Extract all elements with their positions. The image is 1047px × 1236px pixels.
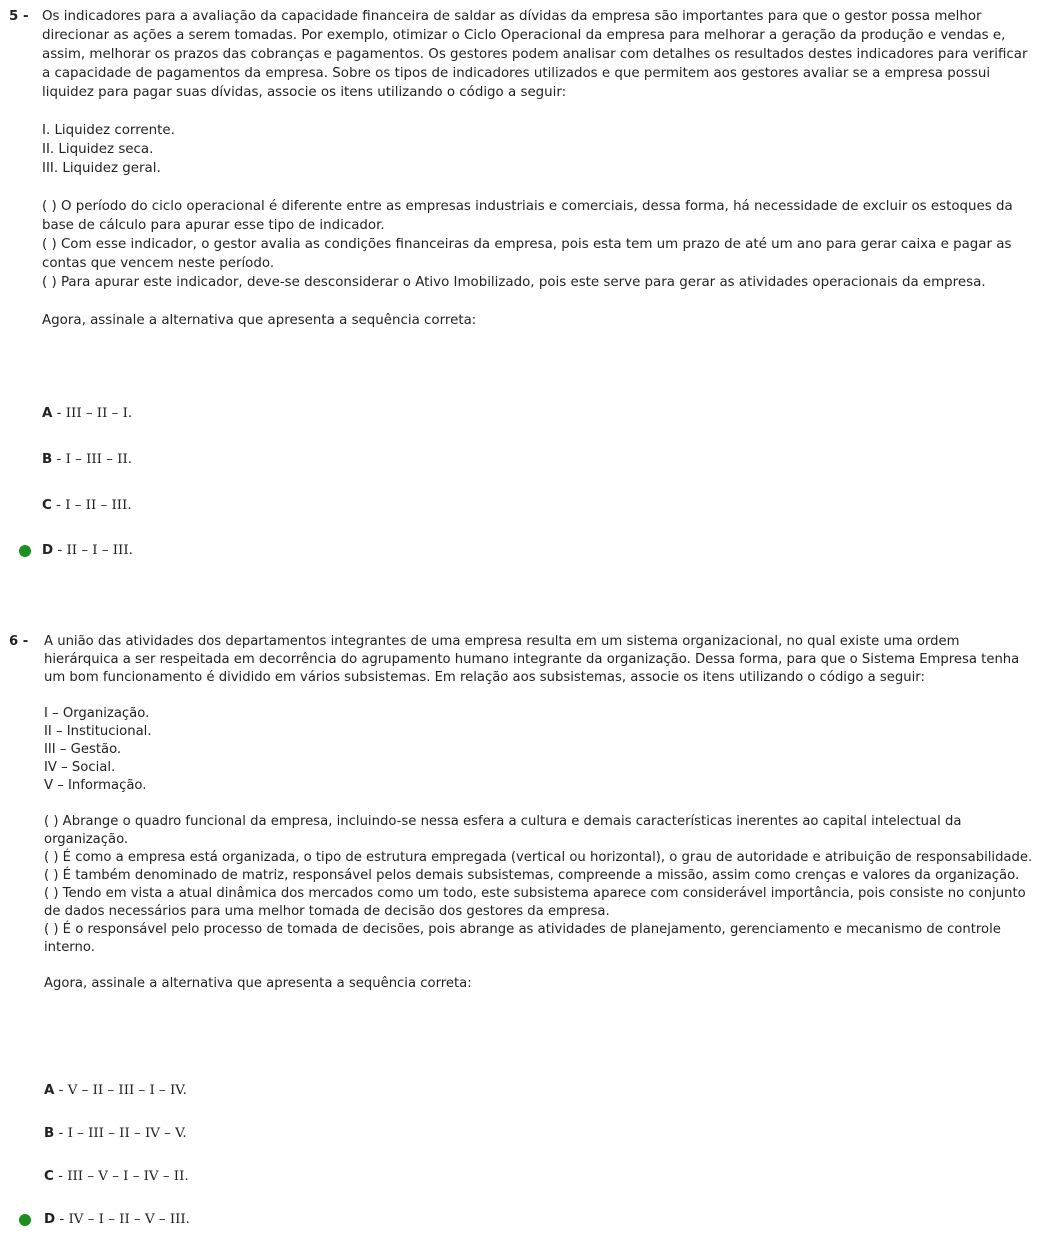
question-body	[44, 633, 1033, 993]
alternative-c[interactable]	[42, 496, 132, 516]
alternative-d[interactable]	[42, 541, 133, 561]
item: III – Gestão.	[44, 742, 122, 757]
statement-list	[44, 813, 1033, 957]
alternative-separator: -	[52, 406, 66, 421]
alternative-separator: -	[53, 1169, 68, 1184]
statement: ( ) Para apurar este indicador, deve-se desconsiderar o Ativo Imobilizado, pois este serve para gerar as atividades operacionais da empresa.	[42, 275, 986, 290]
alternative-letter: C	[44, 1169, 54, 1184]
alternative-letter: D	[44, 1212, 56, 1227]
statement: ( ) O período do ciclo operacional é diferente entre as empresas industriais e comerciais, dessa forma, há necessidade de excluir os estoques da base de cálculo para apurar esse tipo de indicador.	[42, 199, 1013, 233]
question-prompt: Agora, assinale a alternativa que apresenta a sequência correta:	[42, 313, 477, 328]
alternative-text: I – III – II – IV – V.	[67, 1126, 187, 1141]
item: III. Liquidez geral.	[42, 161, 161, 176]
alternative-text: IV – I – II – V – III.	[68, 1212, 190, 1227]
selected-answer-icon	[19, 545, 31, 557]
alternative-b[interactable]	[44, 1124, 187, 1144]
alternative-letter: D	[42, 543, 54, 558]
alternative-d[interactable]	[44, 1210, 190, 1230]
statement: ( ) É também denominado de matriz, responsável pelos demais subsistemas, compreende a missão, assim como crenças e valores da organização.	[44, 868, 1020, 883]
alternative-c[interactable]	[44, 1167, 189, 1187]
item: II. Liquidez seca.	[42, 142, 154, 157]
alternative-letter: C	[42, 498, 52, 513]
question-statement: A união das atividades dos departamentos integrantes de uma empresa resulta em um sistema organizacional, no qual existe uma ordem hierárquica a ser respeitada em decorrência do agrupamento humano integrante da organização. Dessa forma, para que o Sistema Empresa tenha um bom funcionamento é dividido em vários subsistemas. Em relação aos subsistemas, associe os itens utilizando o código a seguir:	[44, 634, 1020, 685]
statement: ( ) Com esse indicador, o gestor avalia as condições financeiras da empresa, pois esta tem um prazo de até um ano para gerar caixa e pagar as contas que vencem neste período.	[42, 237, 1012, 271]
alternative-a[interactable]	[44, 1081, 187, 1101]
alternative-letter: A	[42, 406, 53, 421]
statement: ( ) É como a empresa está organizada, o tipo de estrutura empregada (vertical ou horizontal), o grau de autoridade e atribuição de responsabilidade.	[44, 850, 1033, 865]
statement: ( ) É o responsável pelo processo de tomada de decisões, pois abrange as atividades de planejamento, gerenciamento e mecanismo de controle interno.	[44, 922, 1001, 955]
alternative-separator: -	[55, 1212, 69, 1227]
question-prompt: Agora, assinale a alternativa que apresenta a sequência correta:	[44, 976, 472, 991]
question-statement: Os indicadores para a avaliação da capacidade financeira de saldar as dívidas da empresa são importantes para que o gestor possa melhor direcionar as ações a serem tomadas. Por exemplo, otimizar o Ciclo Operacional da empresa para melhorar a geração da produção e vendas e, assim, melhorar os prazos das cobranças e pagamentos. Os gestores podem analisar com detalhes os resultados destes indicadores para verificar a capacidade de pagamentos da empresa. Sobre os tipos de indicadores utilizados e que permitem aos gestores avaliar se a empresa possui liquidez para pagar suas dívidas, associe os itens utilizando o código a seguir:	[42, 9, 1028, 100]
alternative-text: II – I – III.	[66, 543, 133, 558]
alternative-a[interactable]	[42, 404, 132, 424]
item: V – Informação.	[44, 778, 147, 793]
item: I. Liquidez corrente.	[42, 123, 175, 138]
alternative-text: V – II – III – I – IV.	[67, 1083, 187, 1098]
selected-answer-icon	[19, 1214, 31, 1226]
question-body	[42, 7, 1033, 330]
alternative-text: III – V – I – IV – II.	[67, 1169, 189, 1184]
alternative-separator: -	[53, 543, 67, 558]
question-number: 5 -	[9, 9, 29, 24]
alternative-separator: -	[54, 1126, 68, 1141]
alternative-letter: A	[44, 1083, 55, 1098]
item-list	[44, 705, 1033, 795]
alternative-letter: B	[42, 452, 53, 467]
statement-list	[42, 197, 1033, 292]
statement: ( ) Tendo em vista a atual dinâmica dos mercados como um todo, este subsistema aparece com considerável importância, pois consiste no conjunto de dados necessários para uma melhor tomada de decisão dos gestores da empresa.	[44, 886, 1026, 919]
alternative-letter: B	[44, 1126, 55, 1141]
alternative-separator: -	[54, 1083, 68, 1098]
alternative-text: III – II – I.	[65, 406, 133, 421]
alternative-text: I – II – III.	[65, 498, 132, 513]
question-number: 6 -	[9, 634, 29, 649]
alternative-separator: -	[52, 452, 66, 467]
item: II – Institucional.	[44, 724, 152, 739]
alternative-text: I – III – II.	[65, 452, 132, 467]
alternative-separator: -	[51, 498, 66, 513]
item: I – Organização.	[44, 706, 150, 721]
statement: ( ) Abrange o quadro funcional da empresa, incluindo-se nessa esfera a cultura e demais características inerentes ao capital intelectual da organização.	[44, 814, 962, 847]
alternative-b[interactable]	[42, 450, 132, 470]
item: IV – Social.	[44, 760, 116, 775]
item-list	[42, 121, 1033, 178]
